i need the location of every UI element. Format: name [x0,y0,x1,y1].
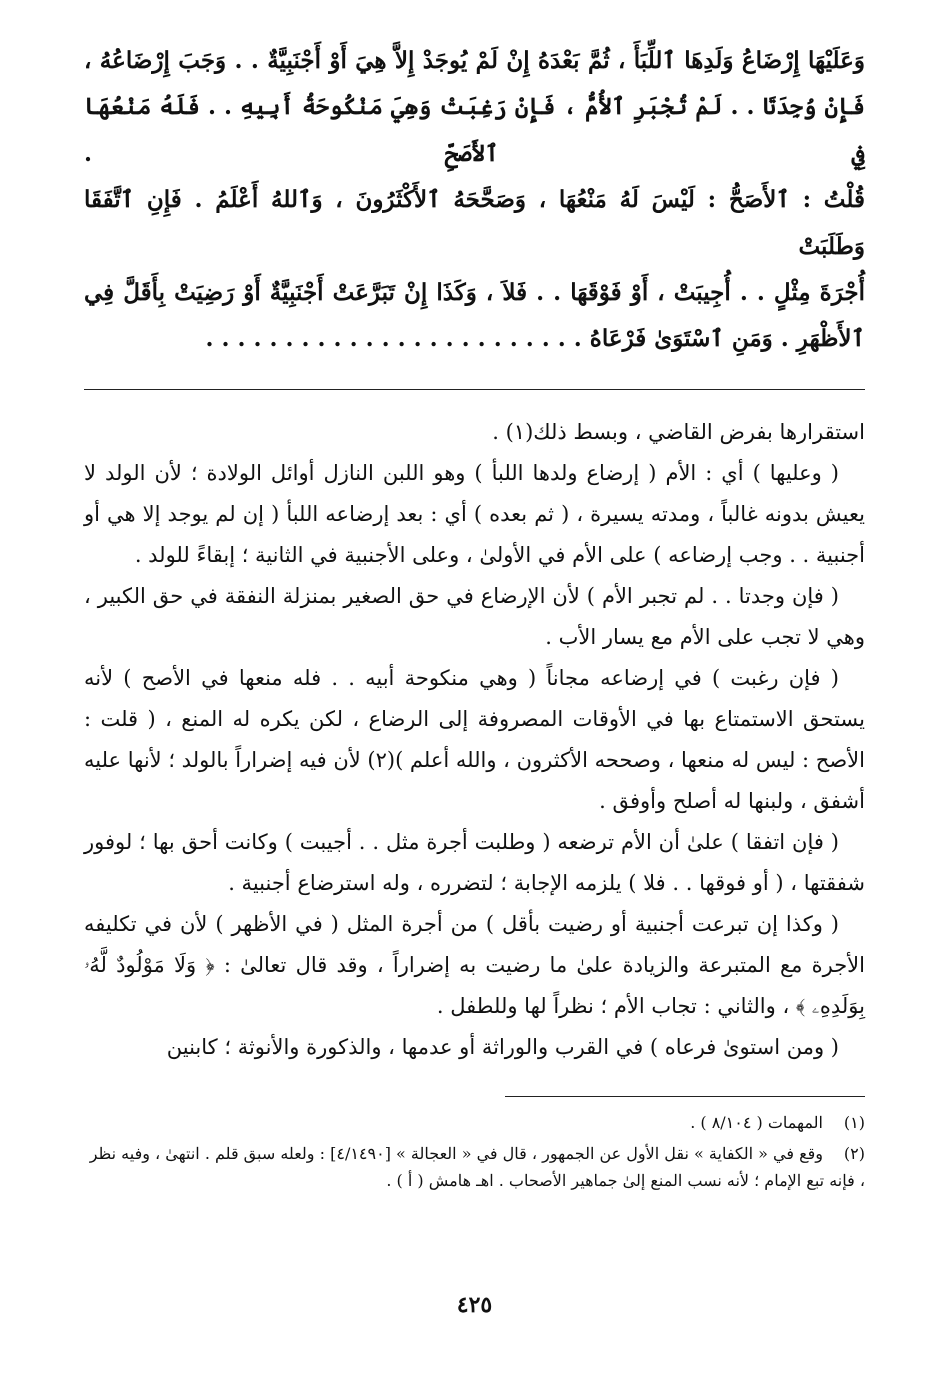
matn-line: ٱلأَظْهَرِ . وَمَنِ ٱسْتَوَىٰ فَرْعَاهُ . . . . . . . . . . . . . . . . . . . . . . . . [205,325,865,353]
footnote-separator-rule [505,1096,865,1097]
footnote [84,1140,865,1194]
commentary-paragraph: ( ومن استوىٰ فرعاه ) في القرب والوراثة أو عدمها ، والذكورة والأنوثة ؛ كابنين [166,1034,839,1059]
footnote-text: وقع في « الكفاية » نقل الأول عن الجمهور ، قال في « العجالة » [٤/١٤٩٠] : ولعله سبق قلم . انتهىٰ ، وفيه نظر ، فإنه تبع الإمام ؛ لأنه نسب المنع إلىٰ جماهير الأصحاب . اهـ هامش ( أ ) . [89,1143,865,1190]
matn-text [84,38,865,363]
footnotes [84,1109,865,1194]
page-number: ٤٢٥ [456,1292,493,1318]
footnote-number: (١) [843,1112,865,1132]
matn-line: فَإِنْ وُجِدَتَا . . لَمْ تُجْبَرِ ٱلأُمُّ ، فَإِنْ رَغِبَتْ وَهِيَ مَنْكُوحَةُ أَبِيهِ . . فَلَهُ مَنْعُهَا فِي ٱلأَصَحِّ . [84,93,865,167]
footnote [84,1109,865,1136]
commentary-paragraph: ( فإن اتفقا ) علىٰ أن الأم ترضعه ( وطلبت أجرة مثل . . أجيبت ) وكانت أحق بها ؛ لوفور شفقتها ، ( أو فوقها . . فلا ) يلزمه الإجابة ؛ لتضرره ، وله استرضاع أجنبية . [84,829,865,895]
matn-line: أُجْرَةَ مِثْلٍ . . أُجِيبَتْ ، أَوْ فَوْقَهَا . . فَلاَ ، وَكَذَا إِنْ تَبَرَّعَتْ أَجْنَبِيَّةٌ أَوْ رَضِيَتْ بِأَقَلَّ فِي [84,279,865,307]
commentary-paragraph: ( فإن رغبت ) في إرضاعه مجاناً ( وهي منكوحة أبيه . . فله منعها في الأصح ) لأنه يستحق الاستمتاع بها في الأوقات المصروفة إلى الرضاع ، لكن يكره له المنع ، ( قلت : الأصح : ليس له منعها ، وصححه الأكثرون ، والله أعلم )(٢) لأن فيه إضراراً بالولد ؛ لأنها عليه أشفق ، ولبنها له أصلح وأوفق . [84,665,865,813]
footnote-number: (٢) [843,1143,865,1163]
commentary-paragraph: ( وعليها ) أي : الأم ( إرضاع ولدها اللبأ ) وهو اللبن النازل أوائل الولادة ؛ لأن الولد لا يعيش بدونه غالباً ، ومدته يسيرة ، ( ثم بعده ) أي : بعد إرضاعه اللبأ ( إن لم يوجد إلا هي أو أجنبية . . وجب إرضاعه ) على الأم في الأولىٰ ، وعلى الأجنبية في الثانية ؛ إبقاءً للولد . [84,460,865,567]
commentary-paragraph: ( فإن وجدتا . . لم تجبر الأم ) لأن الإرضاع في حق الصغير بمنزلة النفقة في حق الكبير ، وهي لا تجب على الأم مع يسار الأب . [84,583,865,649]
commentary-text [84,412,865,1068]
matn-separator-rule [84,389,865,390]
matn-line: وَعَلَيْهَا إِرْضَاعُ وَلَدِهَا ٱللِّبَأَ ، ثُمَّ بَعْدَهُ إِنْ لَمْ يُوجَدْ إِلاَّ هِيَ أَوْ أَجْنَبِيَّةٌ . . وَجَبَ إِرْضَاعُهُ ، [84,47,865,74]
commentary-paragraph: استقرارها بفرض القاضي ، وبسط ذلك(١) . [492,419,865,444]
matn-line: قُلْتُ : ٱلأَصَحُّ : لَيْسَ لَهُ مَنْعُهَا ، وَصَحَّحَهُ ٱلأَكْثَرُونَ ، وَٱللهُ أَعْلَمُ . فَإِنِ ٱتَّفَقَا وَطَلَبَتْ [84,186,865,260]
commentary-paragraph: ( وكذا إن تبرعت أجنبية أو رضيت بأقل ) من أجرة المثل ( في الأظهر ) لأن في تكليفه الأجرة مع المتبرعة والزيادة علىٰ ما رضيت به إضراراً ، وقد قال تعالىٰ : ﴿ وَلَا مَوْلُودٌ لَّهُۥ بِوَلَدِهِۦ ﴾ ، والثاني : تجاب الأم ؛ نظراً لها وللطفل . [84,911,865,1018]
footnote-text: المهمات ( ٨/١٠٤ ) . [690,1112,823,1132]
